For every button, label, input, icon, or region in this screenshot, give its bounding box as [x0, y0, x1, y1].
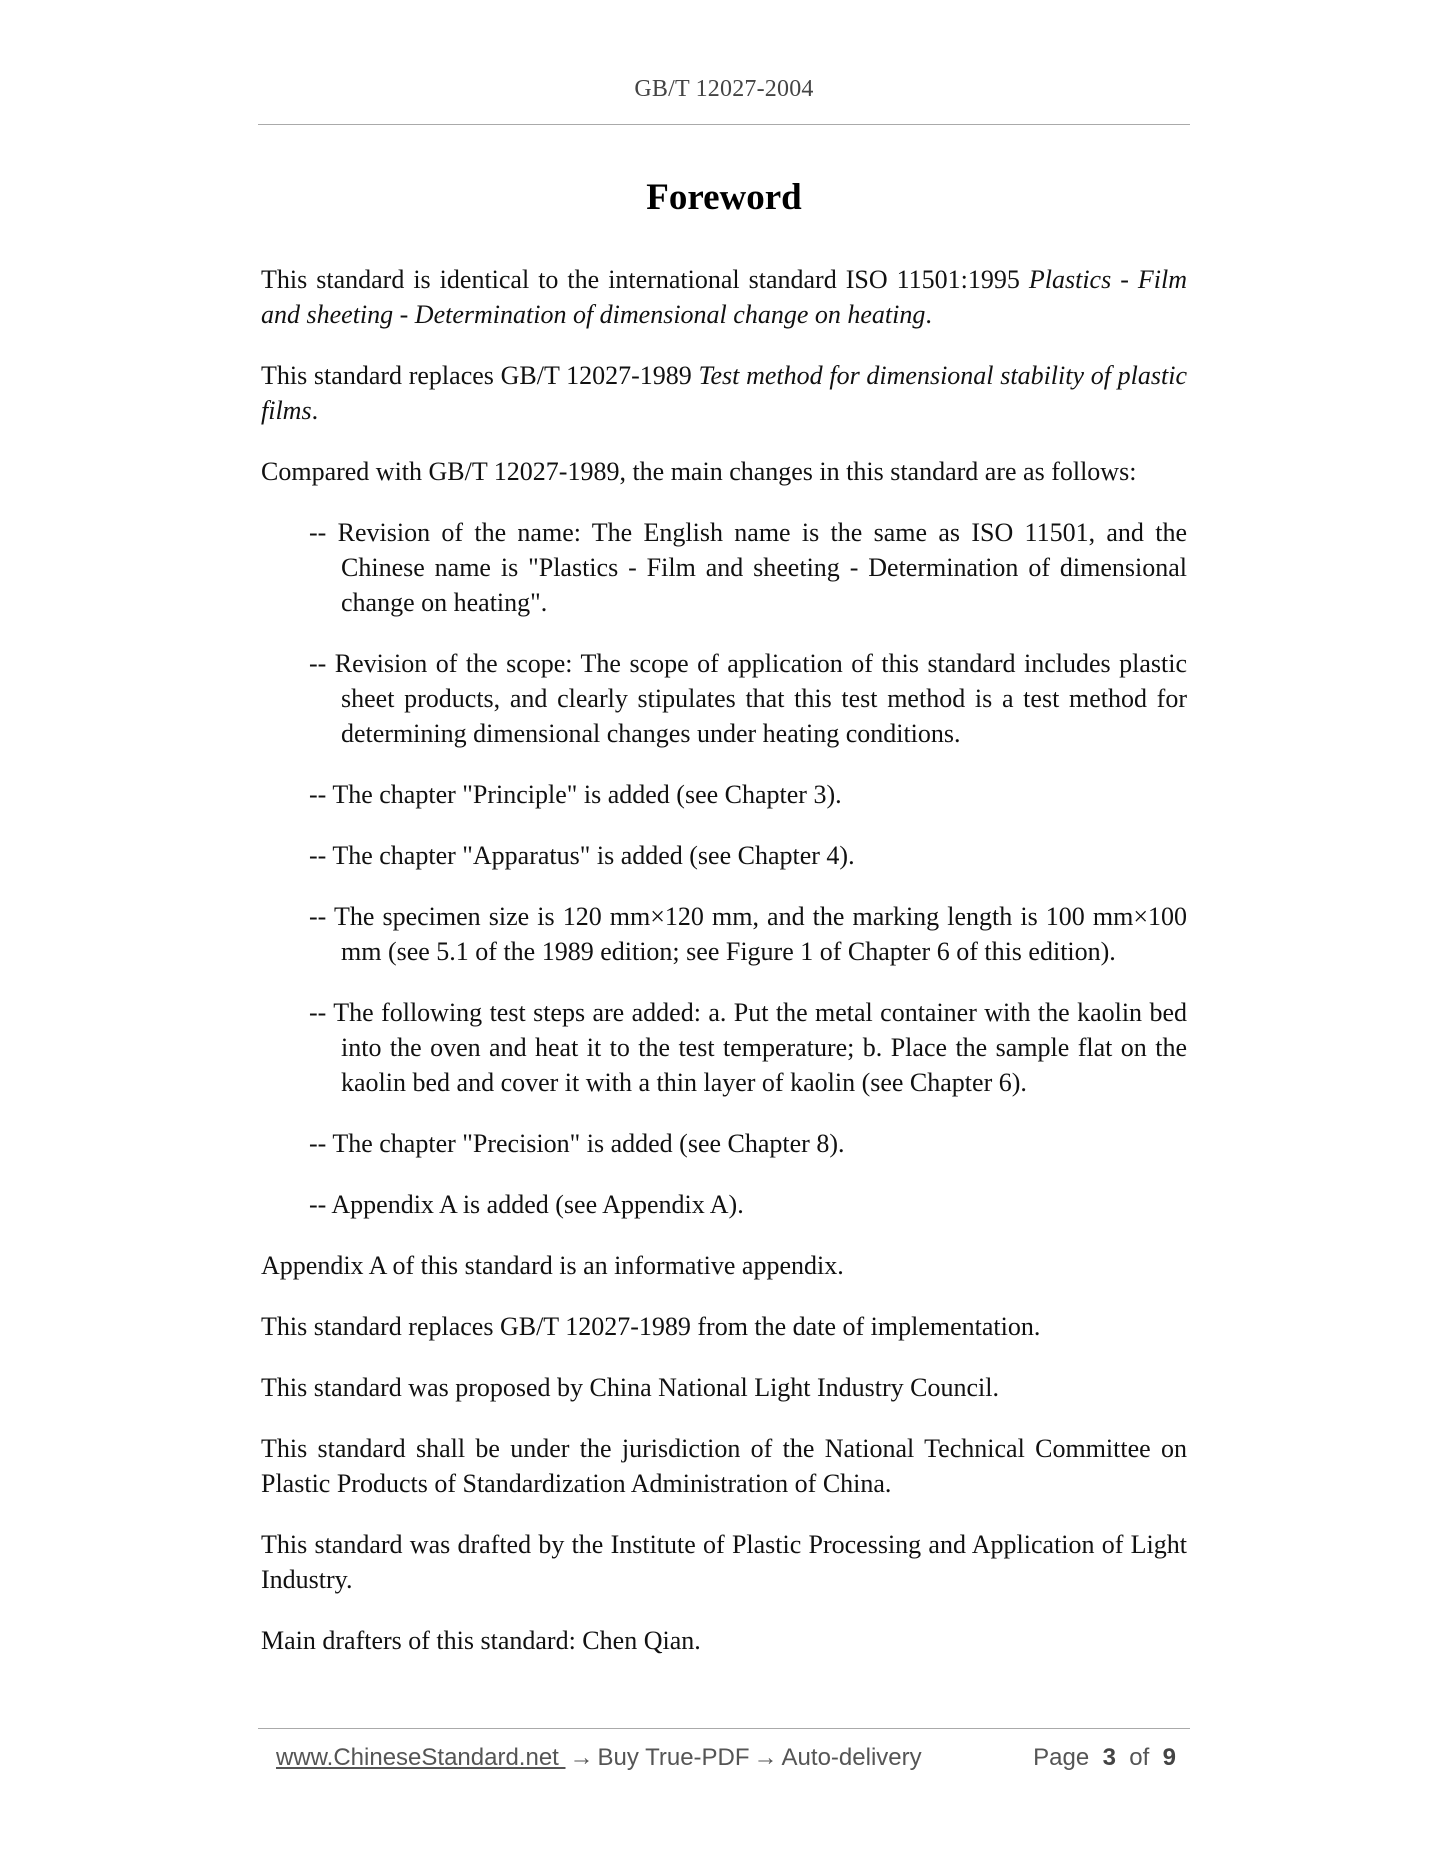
change-item-specimen-size: -- The specimen size is 120 mm×120 mm, and the marking length is 100 mm×100 mm (see 5.1 of the 1989 edition; see Figure 1 of Chapter 6 of this edition).: [309, 902, 1187, 966]
footer-links: [276, 1744, 922, 1772]
paragraph-identical-standard: [261, 262, 1187, 332]
change-item-scope-revision: -- Revision of the scope: The scope of application of this standard includes plastic sheet products, and clearly stipulates that this test method is a test method for determining dimensional changes under heating conditions.: [309, 649, 1187, 748]
paragraph-text: This standard is identical to the international standard ISO 11501:1995: [261, 265, 1029, 294]
standard-title-italic: Test method for dimensional stability of plastic films: [261, 361, 1187, 425]
paragraph-replaces-standard: [261, 358, 1187, 428]
buy-true-pdf-link[interactable]: Buy True-PDF: [597, 1744, 750, 1771]
header-rule: [258, 124, 1190, 125]
change-item-apparatus: -- The chapter "Apparatus" is added (see Chapter 4).: [309, 841, 855, 870]
change-item-appendix: -- Appendix A is added (see Appendix A).: [309, 1190, 744, 1219]
arrow-right-icon: →: [753, 1744, 778, 1771]
footer-rule: [258, 1728, 1190, 1729]
paragraph-text: This standard replaces GB/T 12027-1989: [261, 361, 699, 390]
paragraph-drafted-by: This standard was drafted by the Institute of Plastic Processing and Application of Light Industry.: [261, 1530, 1187, 1594]
paragraph-main-changes-intro: Compared with GB/T 12027-1989, the main changes in this standard are as follows:: [261, 457, 1137, 486]
arrow-right-icon: →: [569, 1744, 594, 1771]
paragraph-main-drafters: Main drafters of this standard: Chen Qian.: [261, 1626, 701, 1655]
paragraph-end: .: [311, 396, 319, 425]
page-label: Page: [1033, 1744, 1090, 1771]
paragraph-jurisdiction: This standard shall be under the jurisdiction of the National Technical Committee on Plastic Products of Standardization Administration of China.: [261, 1434, 1187, 1498]
change-item-name-revision: -- Revision of the name: The English name is the same as ISO 11501, and the Chinese name is "Plastics - Film and sheeting - Determination of dimensional change on heating".: [309, 518, 1187, 617]
paragraph-replacement-date: This standard replaces GB/T 12027-1989 from the date of implementation.: [261, 1312, 1041, 1341]
running-header: GB/T 12027-2004: [634, 76, 814, 102]
change-item-precision: -- The chapter "Precision" is added (see Chapter 8).: [309, 1129, 845, 1158]
standard-title-italic: Plastics - Film and sheeting - Determination of dimensional change on heating: [261, 265, 1188, 329]
change-item-principle: -- The chapter "Principle" is added (see Chapter 3).: [309, 780, 842, 809]
paragraph-end: .: [925, 300, 932, 329]
document-body: [261, 262, 1187, 1658]
paragraph-appendix-informative: Appendix A of this standard is an informative appendix.: [261, 1251, 844, 1280]
page-number: [1033, 1744, 1176, 1772]
page-current: 3: [1102, 1744, 1116, 1771]
page-footer: [276, 1744, 1176, 1778]
page-of-label: of: [1129, 1744, 1150, 1771]
page-total: 9: [1162, 1744, 1176, 1771]
change-item-test-steps: -- The following test steps are added: a. Put the metal container with the kaolin bed into the oven and heat it to the test temperature; b. Place the sample flat on the kaolin bed and cover it with a thin layer of kaolin (see Chapter 6).: [309, 998, 1187, 1097]
page-title: Foreword: [646, 177, 802, 218]
website-link[interactable]: www.ChineseStandard.net: [276, 1744, 566, 1771]
paragraph-proposed-by: This standard was proposed by China National Light Industry Council.: [261, 1373, 1000, 1402]
auto-delivery-text: Auto-delivery: [781, 1744, 922, 1771]
